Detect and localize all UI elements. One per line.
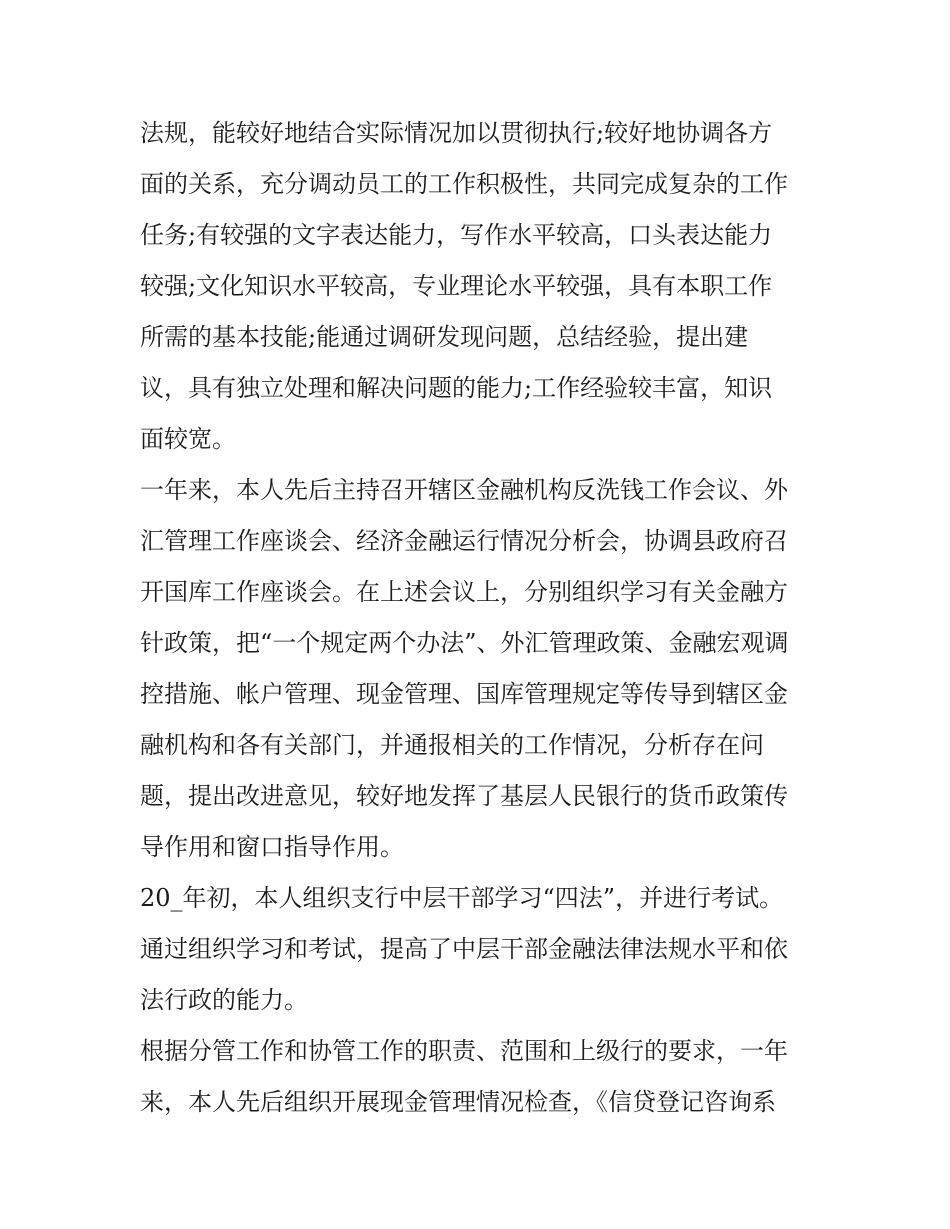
text-line: 所需的基本技能;能通过调研发现问题，总结经验，提出建 — [140, 323, 749, 351]
text-line: 20_年初，本人组织支行中层干部学习“四法”，并进行考试。 — [140, 884, 784, 912]
text-line: 汇管理工作座谈会、经济金融运行情况分析会，协调县政府召 — [140, 527, 788, 555]
document-body — [140, 108, 820, 1128]
text-line: 议，具有独立处理和解决问题的能力;工作经验较丰富，知识 — [140, 374, 773, 402]
text-line: 一年来，本人先后主持召开辖区金融机构反洗钱工作会议、外 — [140, 476, 788, 504]
text-line: 较强;文化知识水平较高，专业理论水平较强，具有本职工作 — [140, 272, 773, 300]
text-line: 开国库工作座谈会。在上述会议上，分别组织学习有关金融方 — [140, 578, 788, 606]
text-line: 法规，能较好地结合实际情况加以贯彻执行;较好地协调各方 — [140, 119, 773, 147]
text-line: 题，提出改进意见，较好地发挥了基层人民银行的货币政策传 — [140, 782, 788, 810]
text-line: 面较宽。 — [140, 425, 236, 453]
text-line: 导作用和窗口指导作用。 — [140, 833, 404, 861]
paragraph-qualifications — [140, 108, 820, 465]
text-line: 面的关系，充分调动员工的工作积极性，共同完成复杂的工作 — [140, 170, 788, 198]
text-line: 控措施、帐户管理、现金管理、国库管理规定等传导到辖区金 — [140, 680, 788, 708]
text-line: 根据分管工作和协管工作的职责、范围和上级行的要求，一年 — [140, 1037, 788, 1065]
text-line: 任务;有较强的文字表达能力，写作水平较高，口头表达能力 — [140, 221, 773, 249]
text-line: 通过组织学习和考试，提高了中层干部金融法律法规水平和依 — [140, 935, 788, 963]
paragraph-inspection — [140, 1026, 820, 1128]
text-line: 针政策，把“一个规定两个办法”、外汇管理政策、金融宏观调 — [140, 629, 789, 657]
paragraph-meetings — [140, 465, 820, 873]
paragraph-study — [140, 873, 820, 1026]
text-line: 来，本人先后组织开展现金管理情况检查，《信贷登记咨询系 — [140, 1088, 776, 1116]
text-line: 法行政的能力。 — [140, 986, 308, 1014]
text-line: 融机构和各有关部门，并通报相关的工作情况，分析存在问 — [140, 731, 764, 759]
